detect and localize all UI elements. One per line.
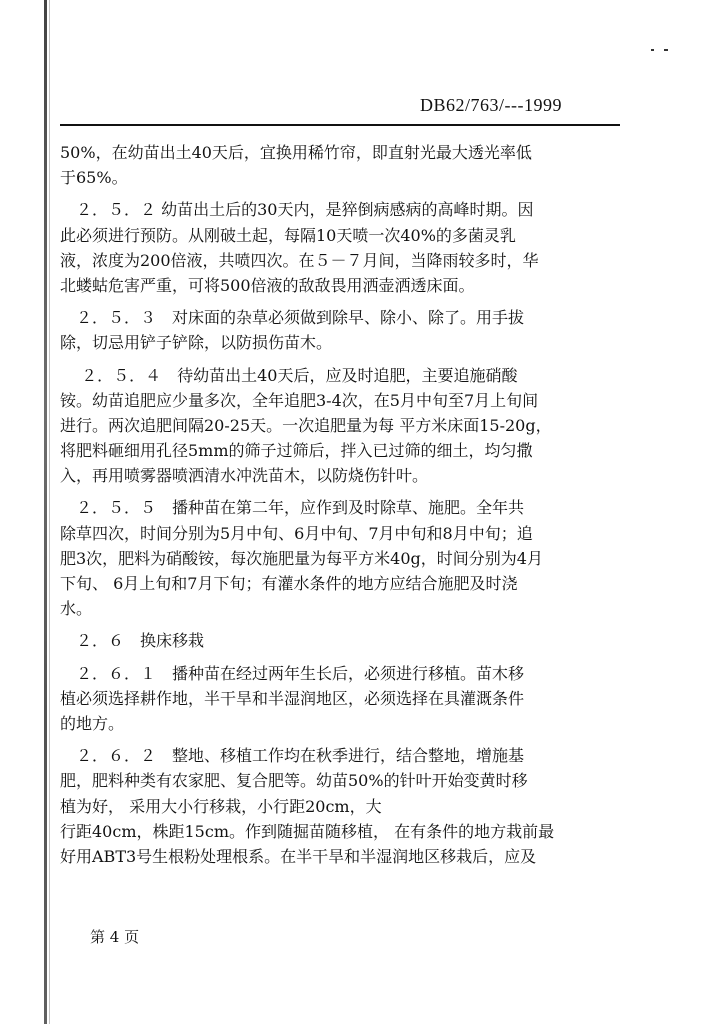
scan-speck xyxy=(664,49,668,51)
standard-code: DB62/763/---1999 xyxy=(420,95,562,115)
text-line: 肥3次，肥料为硝酸铵，每次施肥量为每平方米40g，时间分别为4月 xyxy=(60,548,543,568)
paragraph-gap xyxy=(60,298,630,305)
text-line: 北蝼蛄危害严重，可将500倍液的敌敌畏用洒壶洒透床面。 xyxy=(60,275,475,295)
text-line: 行距40cm，株距15cm。作到随掘苗随移植， 在有条件的地方栽前最 xyxy=(60,821,555,841)
paragraph-gap xyxy=(60,356,630,363)
paragraph-gap xyxy=(60,488,630,495)
paragraph-gap xyxy=(60,736,630,743)
text-line: ２．５．４ 待幼苗出土40天后，应及时追肥，主要追施硝酸 xyxy=(60,365,518,385)
page-number: 第 4 页 xyxy=(90,928,140,946)
paragraph-gap xyxy=(60,621,630,628)
text-line: ２．５．５ 播种苗在第二年，应作到及时除草、施肥。全年共 xyxy=(60,498,525,518)
text-line: 下旬、 6月上旬和7月下旬；有灌水条件的地方应结合施肥及时浇 xyxy=(60,574,518,593)
paragraph-gap xyxy=(60,190,630,197)
text-line: ２．６．１ 播种苗在经过两年生长后，必须进行移植。苗木移 xyxy=(60,663,525,683)
text-line: ２．６．２ 整地、移植工作均在秋季进行，结合整地，增施基 xyxy=(60,746,525,766)
text-line: ２．６ 换床移栽 xyxy=(60,631,205,651)
text-line: 除，切忌用铲子铲除，以防损伤苗木。 xyxy=(60,333,333,353)
text-line: 入，再用喷雾器喷洒清水冲洗苗木，以防烧伤针叶。 xyxy=(60,466,429,486)
text-line: 此必须进行预防。从刚破土起，每隔10天喷一次40%的多菌灵乳 xyxy=(60,225,516,245)
text-line: ２．５．３ 对床面的杂草必须做到除早、除小、除了。用手拔 xyxy=(60,308,525,328)
scan-speck xyxy=(651,49,654,51)
text-line: 肥，肥料种类有农家肥、复合肥等。幼苗50%的针叶开始变黄时移 xyxy=(60,771,528,791)
text-line: 植必须选择耕作地，半干旱和半湿润地区，必须选择在具灌溉条件 xyxy=(60,688,525,708)
scan-left-edge xyxy=(44,0,47,1024)
text-line: 液，浓度为200倍液，共喷四次。在５－７月间，当降雨较多时，华 xyxy=(60,250,539,270)
text-line: 50%，在幼苗出土40天后，宜换用稀竹帘，即直射光最大透光率低 xyxy=(60,143,532,162)
text-line: 除草四次，时间分别为5月中旬、6月中旬、7月中旬和8月中旬；追 xyxy=(60,523,533,543)
text-line: 将肥料砸细用孔径5mm的筛子过筛后，拌入已过筛的细土，均匀撒 xyxy=(60,441,533,461)
scan-left-edge-shadow xyxy=(49,0,50,1024)
text-line: 进行。两次追肥间隔20-25天。一次追肥量为每 平方米床面15-20g， xyxy=(60,415,552,435)
text-line: ２．５．２ 幼苗出土后的30天内，是猝倒病感病的高峰时期。因 xyxy=(60,200,534,220)
text-line: 的地方。 xyxy=(60,713,125,733)
header-rule xyxy=(60,124,620,126)
text-line: 植为好， 采用大小行移栽，小行距20cm，大 xyxy=(60,796,382,816)
text-line: 水。 xyxy=(60,599,93,619)
document-body xyxy=(60,140,630,869)
paragraph-gap xyxy=(60,654,630,661)
text-line: 于65%。 xyxy=(60,168,128,188)
text-line: 好用ABT3号生根粉处理根系。在半干旱和半湿润地区移栽后，应及 xyxy=(60,846,537,866)
text-line: 铵。幼苗追肥应少量多次，全年追肥3-4次，在5月中旬至7月上旬间 xyxy=(60,390,539,410)
